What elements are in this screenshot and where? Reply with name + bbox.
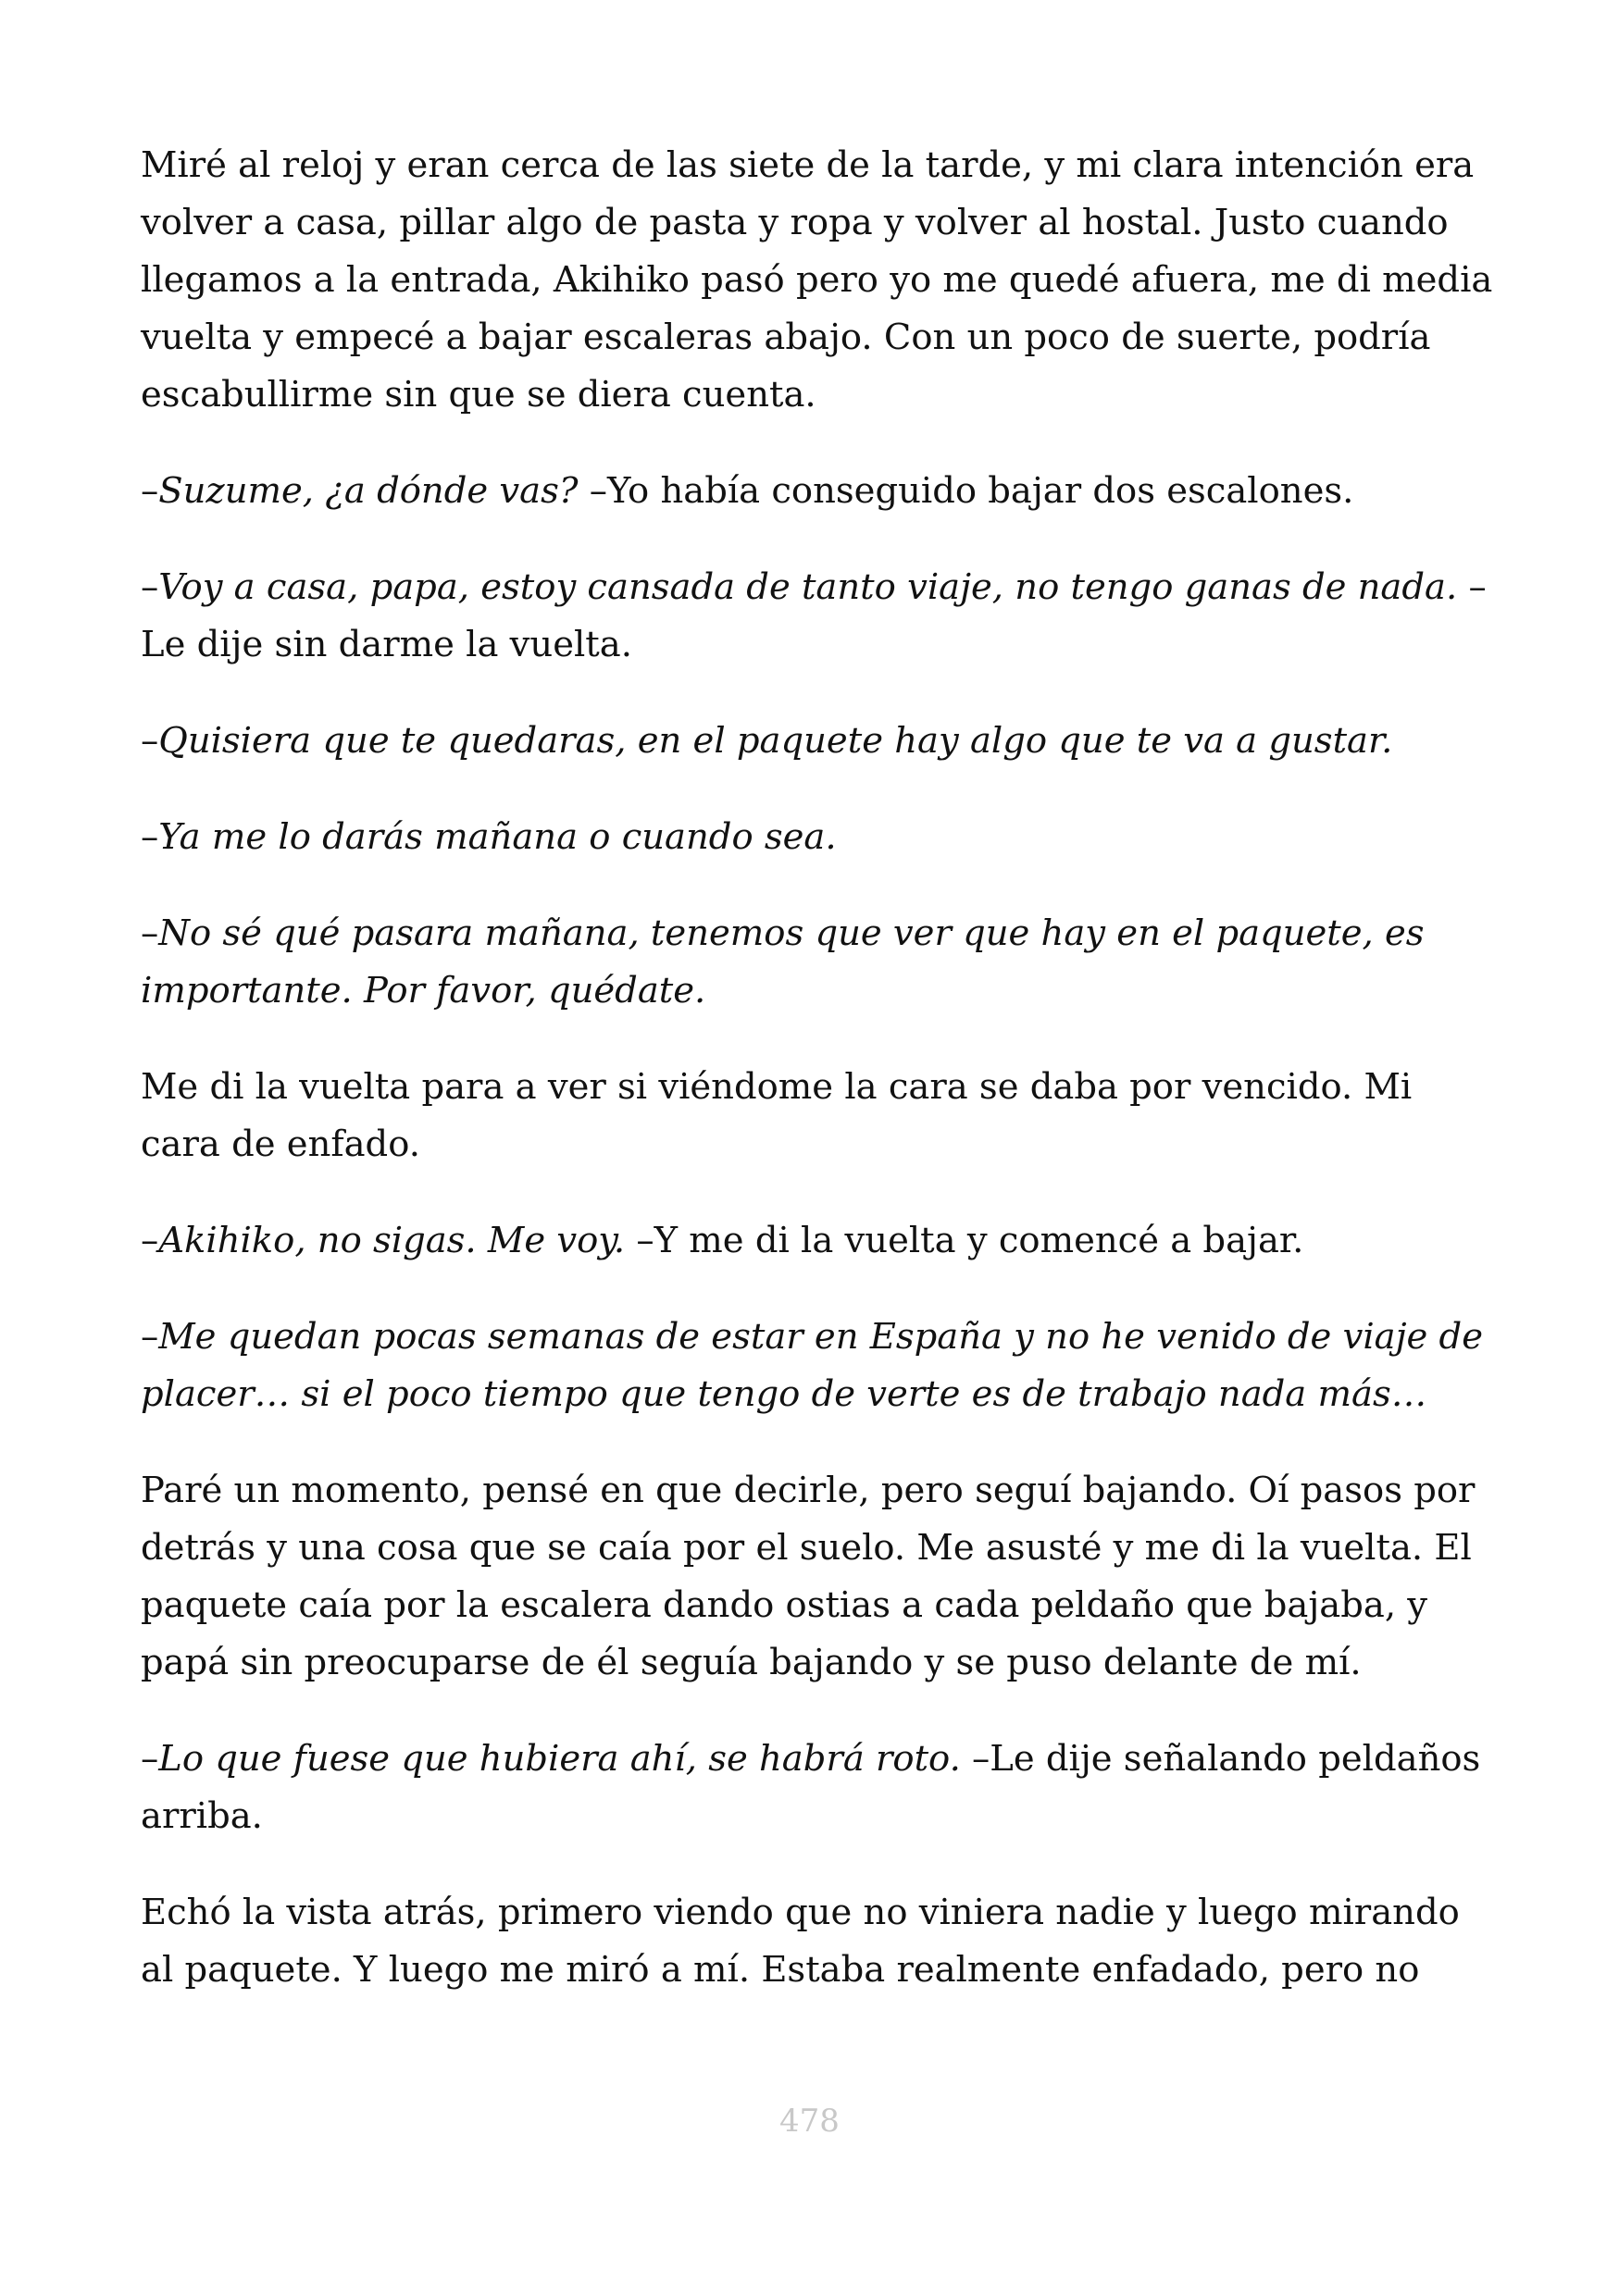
paragraph-4-dash: –: [141, 720, 159, 762]
paragraph-3: [141, 559, 1494, 674]
page-number: 478: [779, 2103, 840, 2140]
paragraph-9-dash: –: [141, 1316, 159, 1358]
paragraph-2: [141, 463, 1494, 520]
paragraph-4-dialogue: Quisiera que te quedaras, en el paquete hay algo que te va a gustar.: [158, 720, 1393, 762]
paragraph-3-narration: – Le dije sin darme la vuelta.: [141, 566, 1487, 665]
paragraph-12-text: Echó la vista atrás, primero viendo que no viniera nadie y luego mirando al paquete. Y luego me miró a mí. Estaba realmente enfadado, pero no: [141, 1892, 1460, 1991]
paragraph-5-dash: –: [141, 816, 159, 858]
page-body: [141, 137, 1494, 1999]
paragraph-8-narration: –Y me di la vuelta y comencé a bajar.: [625, 1220, 1304, 1261]
paragraph-5: [141, 809, 1494, 866]
paragraph-1: [141, 137, 1494, 424]
paragraph-1-text: Miré al reloj y eran cerca de las siete de la tarde, y mi clara intención era volver a casa, pillar algo de pasta y ropa y volver al hostal. Justo cuando llegamos a la entrada, Akihiko pasó pero yo me quedé afuera, me di media vuelta y empecé a bajar escaleras abajo. Con un poco de suerte, podría escabullirme sin que se diera cuenta.: [141, 144, 1493, 416]
paragraph-9-dialogue: Me quedan pocas semanas de estar en España y no he venido de viaje de placer… si el poco tiempo que tengo de verte es de trabajo nada más…: [141, 1316, 1483, 1415]
paragraph-10-text: Paré un momento, pensé en que decirle, pero seguí bajando. Oí pasos por detrás y una cosa que se caía por el suelo. Me asusté y me di la vuelta. El paquete caía por la escalera dando ostias a cada peldaño que bajaba, y papá sin preocuparse de él seguía bajando y se puso delante de mí.: [141, 1470, 1476, 1683]
paragraph-5-dialogue: Ya me lo darás mañana o cuando sea.: [158, 816, 837, 858]
paragraph-6-dialogue: No sé qué pasara mañana, tenemos que ver que hay en el paquete, es importante. Por favor, quédate.: [141, 912, 1425, 1011]
paragraph-6-dash: –: [141, 912, 159, 954]
paragraph-8-dash: –: [141, 1220, 159, 1261]
paragraph-8: [141, 1212, 1494, 1270]
paragraph-11: [141, 1731, 1494, 1845]
paragraph-8-dialogue: Akihiko, no sigas. Me voy.: [158, 1220, 626, 1261]
paragraph-2-narration: –Yo había conseguido bajar dos escalones.: [578, 470, 1354, 512]
paragraph-11-narration: –Le dije señalando peldaños arriba.: [141, 1738, 1481, 1837]
paragraph-6: [141, 905, 1494, 1020]
paragraph-11-dialogue: Lo que fuese que hubiera ahí, se habrá roto.: [158, 1738, 961, 1780]
paragraph-11-dash: –: [141, 1738, 159, 1780]
paragraph-12: [141, 1884, 1494, 1999]
paragraph-9: [141, 1309, 1494, 1423]
paragraph-2-dash: –: [141, 470, 159, 512]
paragraph-10: [141, 1462, 1494, 1692]
paragraph-4: [141, 713, 1494, 770]
paragraph-2-dialogue: Suzume, ¿a dónde vas?: [158, 470, 579, 512]
paragraph-3-dash: –: [141, 566, 159, 608]
paragraph-7: [141, 1059, 1494, 1173]
paragraph-7-text: Me di la vuelta para a ver si viéndome la cara se daba por vencido. Mi cara de enfado.: [141, 1066, 1413, 1165]
paragraph-3-dialogue: Voy a casa, papa, estoy cansada de tanto viaje, no tengo ganas de nada.: [158, 566, 1458, 608]
